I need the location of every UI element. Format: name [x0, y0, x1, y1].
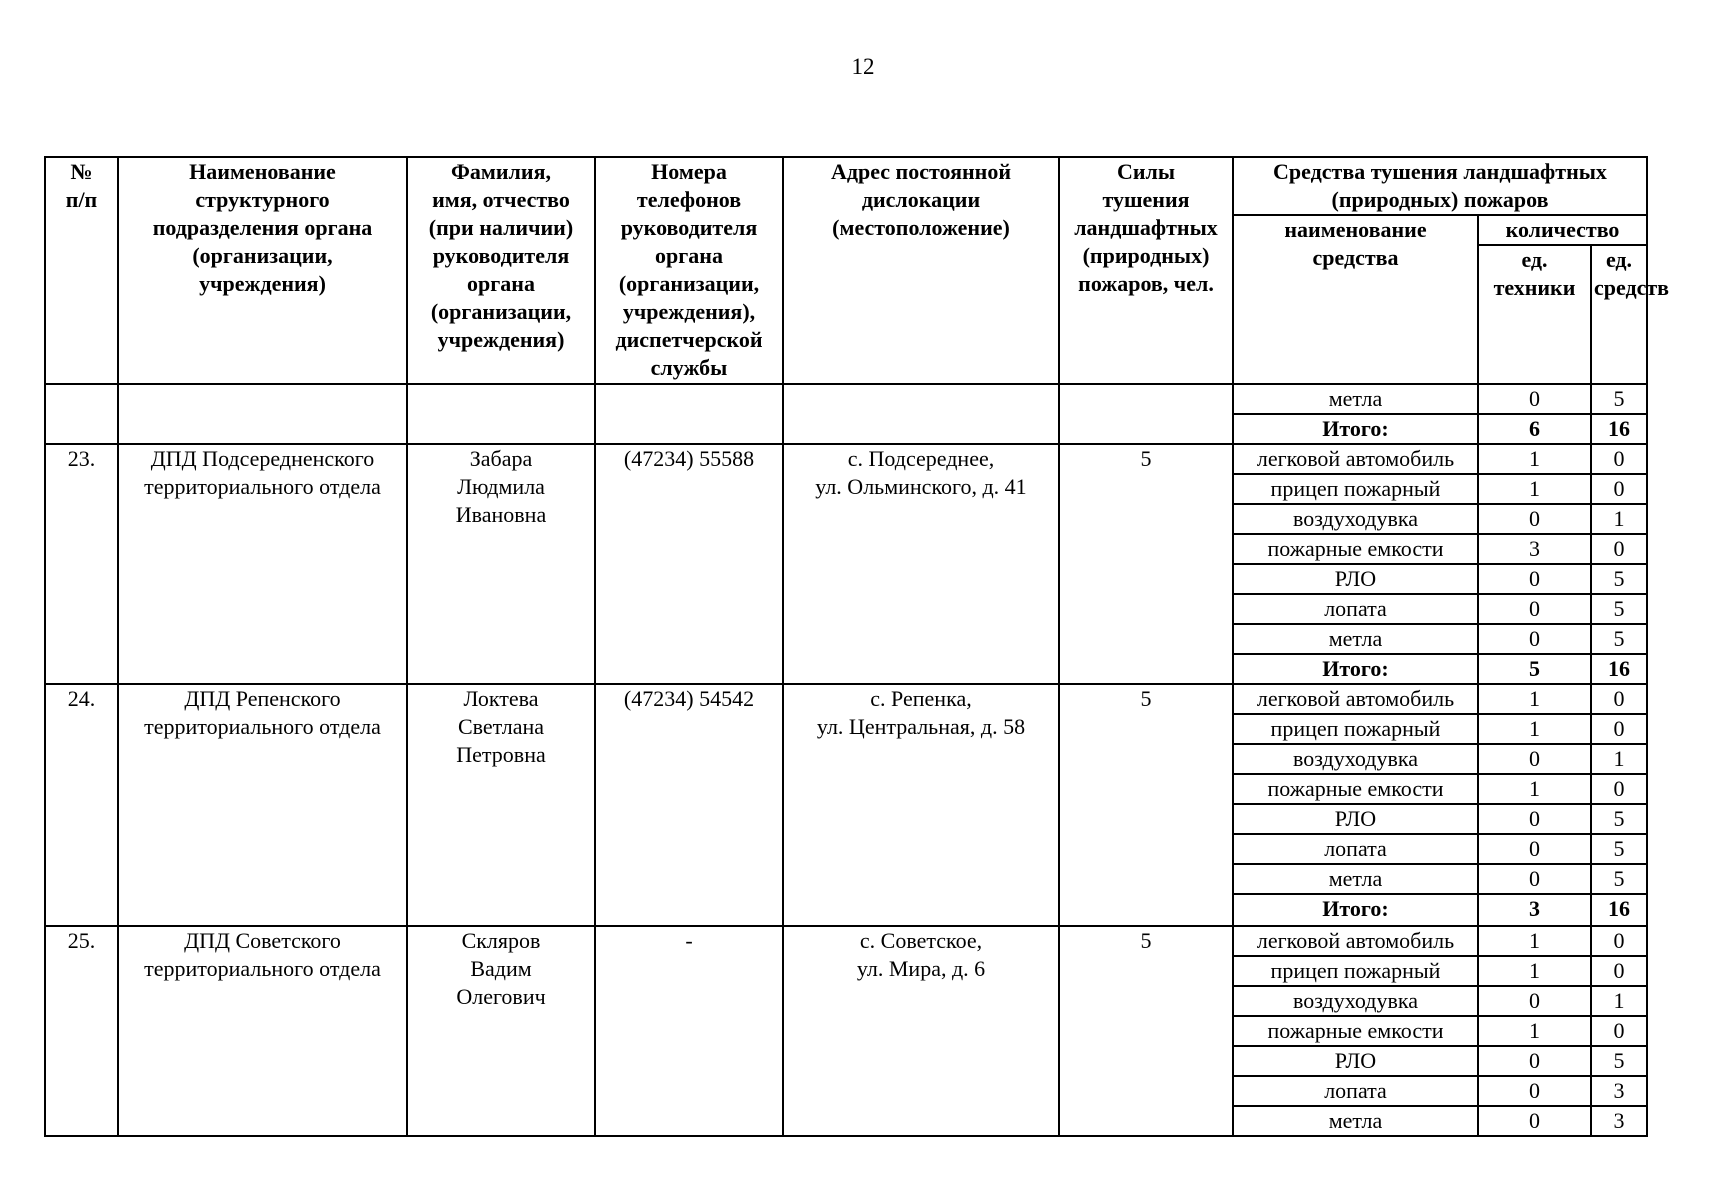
text-line: органа	[655, 243, 723, 268]
qty-tech: 0	[1478, 564, 1591, 594]
total-label: Итого:	[1233, 894, 1478, 926]
total-label: Итого:	[1233, 414, 1478, 444]
total-tech: 6	[1478, 414, 1591, 444]
means-name: прицеп пожарный	[1233, 714, 1478, 744]
text-line: Петровна	[456, 742, 546, 767]
text-line: службы	[650, 355, 728, 380]
text-line: структурного	[195, 187, 330, 212]
text-line: Средства тушения ландшафтных	[1273, 159, 1607, 184]
means-name: легковой автомобиль	[1233, 684, 1478, 714]
qty-tech: 1	[1478, 444, 1591, 474]
text-line: с. Подсереднее,	[847, 446, 995, 471]
text-line: (природных) пожаров	[1331, 187, 1549, 212]
row-number: 25.	[45, 926, 118, 1136]
phone-number: -	[595, 926, 783, 1136]
qty-means: 0	[1591, 956, 1647, 986]
qty-means: 0	[1591, 774, 1647, 804]
qty-means: 5	[1591, 594, 1647, 624]
text-line: ДПД Подсередненского	[150, 446, 375, 471]
text-line: диспетчерской	[615, 327, 763, 352]
header-means-name	[1233, 215, 1478, 384]
qty-means: 1	[1591, 744, 1647, 774]
qty-means: 0	[1591, 474, 1647, 504]
phone-number: (47234) 54542	[595, 684, 783, 926]
means-name: воздуходувка	[1233, 744, 1478, 774]
phone-number: (47234) 55588	[595, 444, 783, 684]
qty-tech: 1	[1478, 774, 1591, 804]
qty-means: 5	[1591, 864, 1647, 894]
empty-cell	[45, 384, 118, 444]
qty-means: 3	[1591, 1076, 1647, 1106]
text-line: (местоположение)	[832, 215, 1010, 240]
row-number: 23.	[45, 444, 118, 684]
qty-means: 5	[1591, 624, 1647, 654]
empty-cell	[118, 384, 407, 444]
means-name: легковой автомобиль	[1233, 926, 1478, 956]
table-body	[45, 384, 1647, 1136]
qty-tech: 0	[1478, 834, 1591, 864]
means-name: воздуходувка	[1233, 504, 1478, 534]
text-line: Номера	[651, 159, 727, 184]
empty-cell	[1059, 384, 1233, 444]
text-line: учреждения)	[199, 271, 326, 296]
text-line: ул. Центральная, д. 58	[816, 714, 1026, 739]
means-name: прицеп пожарный	[1233, 956, 1478, 986]
address	[783, 684, 1059, 926]
qty-means: 0	[1591, 684, 1647, 714]
text-line: Забара	[469, 446, 533, 471]
text-line: техники	[1493, 275, 1576, 300]
text-line: подразделения органа	[152, 215, 373, 240]
total-means: 16	[1591, 894, 1647, 926]
text-line: учреждения)	[437, 327, 565, 352]
text-line: ДПД Репенского	[184, 686, 341, 711]
text-line: №	[70, 159, 93, 184]
text-line: Адрес постоянной	[830, 159, 1012, 184]
total-label: Итого:	[1233, 654, 1478, 684]
qty-tech: 0	[1478, 1106, 1591, 1136]
head-name	[407, 926, 595, 1136]
table-row	[45, 926, 1647, 956]
empty-cell	[783, 384, 1059, 444]
means-name: воздуходувка	[1233, 986, 1478, 1016]
qty-means: 3	[1591, 1106, 1647, 1136]
qty-tech: 0	[1478, 1046, 1591, 1076]
means-name: лопата	[1233, 834, 1478, 864]
qty-means: 5	[1591, 804, 1647, 834]
text-line: территориального отдела	[144, 714, 381, 739]
unit-name	[118, 926, 407, 1136]
text-line: п/п	[65, 187, 98, 212]
qty-tech: 0	[1478, 384, 1591, 414]
qty-means: 0	[1591, 534, 1647, 564]
total-tech: 3	[1478, 894, 1591, 926]
means-name: РЛО	[1233, 1046, 1478, 1076]
table-row	[45, 684, 1647, 714]
empty-cell	[407, 384, 595, 444]
text-line: ул. Ольминского, д. 41	[815, 474, 1027, 499]
text-line: с. Советское,	[859, 928, 983, 953]
total-tech: 5	[1478, 654, 1591, 684]
fire-resources-table	[44, 156, 1670, 1137]
row-number: 24.	[45, 684, 118, 926]
means-name: метла	[1233, 384, 1478, 414]
text-line: руководителя	[620, 215, 758, 240]
qty-tech: 0	[1478, 986, 1591, 1016]
qty-means: 5	[1591, 1046, 1647, 1076]
header-qty-tech	[1478, 245, 1591, 384]
means-name: метла	[1233, 864, 1478, 894]
text-line: (организации,	[430, 299, 572, 324]
text-line: Силы	[1116, 159, 1176, 184]
text-line: Светлана	[457, 714, 545, 739]
text-line: Олегович	[456, 984, 546, 1009]
qty-tech: 1	[1478, 474, 1591, 504]
text-line: ДПД Советского	[184, 928, 341, 953]
qty-tech: 0	[1478, 624, 1591, 654]
header-head	[407, 157, 595, 384]
text-line: ед.	[1605, 247, 1633, 272]
header-address	[783, 157, 1059, 384]
table-row	[45, 444, 1647, 474]
text-line: ед.	[1521, 247, 1548, 272]
qty-tech: 1	[1478, 714, 1591, 744]
total-means: 16	[1591, 414, 1647, 444]
empty-cell	[595, 384, 783, 444]
table-header	[45, 157, 1670, 384]
means-name: пожарные емкости	[1233, 1016, 1478, 1046]
text-line: Людмила	[457, 474, 545, 499]
forces-count: 5	[1059, 926, 1233, 1136]
text-line: Скляров	[461, 928, 541, 953]
qty-tech: 0	[1478, 1076, 1591, 1106]
total-means: 16	[1591, 654, 1647, 684]
qty-means: 5	[1591, 834, 1647, 864]
qty-tech: 0	[1478, 594, 1591, 624]
text-line: телефонов	[636, 187, 742, 212]
qty-means: 0	[1591, 1016, 1647, 1046]
qty-tech: 1	[1478, 926, 1591, 956]
text-line: Фамилия,	[451, 159, 551, 184]
forces-count: 5	[1059, 444, 1233, 684]
qty-means: 0	[1591, 444, 1647, 474]
qty-tech: 0	[1478, 864, 1591, 894]
text-line: ул. Мира, д. 6	[856, 956, 986, 981]
header-phones	[595, 157, 783, 384]
qty-means: 5	[1591, 564, 1647, 594]
text-line: Вадим	[470, 956, 532, 981]
header-quantity: количество	[1478, 215, 1647, 245]
text-line: (при наличии)	[428, 215, 574, 240]
table-row	[45, 384, 1647, 414]
qty-tech: 0	[1478, 744, 1591, 774]
header-means	[1233, 157, 1647, 215]
qty-means: 0	[1591, 714, 1647, 744]
means-name: лопата	[1233, 1076, 1478, 1106]
page-number: 12	[851, 54, 875, 79]
means-name: пожарные емкости	[1233, 774, 1478, 804]
text-line: органа	[467, 271, 535, 296]
unit-name	[118, 684, 407, 926]
text-line: дислокации	[861, 187, 981, 212]
text-line: ландшафтных	[1074, 215, 1218, 240]
qty-means: 1	[1591, 986, 1647, 1016]
means-name: метла	[1233, 1106, 1478, 1136]
qty-means: 1	[1591, 504, 1647, 534]
forces-count: 5	[1059, 684, 1233, 926]
means-name: пожарные емкости	[1233, 534, 1478, 564]
qty-tech: 1	[1478, 1016, 1591, 1046]
qty-tech: 0	[1478, 804, 1591, 834]
address	[783, 926, 1059, 1136]
qty-tech: 3	[1478, 534, 1591, 564]
text-line: территориального отдела	[144, 474, 381, 499]
text-line: средств	[1594, 275, 1670, 300]
text-line: тушения	[1102, 187, 1190, 212]
header-unit	[118, 157, 407, 384]
qty-means: 0	[1591, 926, 1647, 956]
header-qty-means	[1591, 245, 1670, 384]
header-num	[45, 157, 118, 384]
means-name: легковой автомобиль	[1233, 444, 1478, 474]
text-line: пожаров, чел.	[1078, 271, 1214, 296]
qty-means: 5	[1591, 384, 1647, 414]
qty-tech: 0	[1478, 504, 1591, 534]
means-name: метла	[1233, 624, 1478, 654]
means-name: РЛО	[1233, 564, 1478, 594]
qty-tech: 1	[1478, 684, 1591, 714]
qty-tech: 1	[1478, 956, 1591, 986]
text-line: Локтева	[463, 686, 539, 711]
head-name	[407, 684, 595, 926]
means-name: прицеп пожарный	[1233, 474, 1478, 504]
text-line: средства	[1312, 245, 1399, 270]
text-line: (организации,	[192, 243, 333, 268]
text-line: с. Репенка,	[870, 686, 972, 711]
text-line: (природных)	[1082, 243, 1210, 268]
unit-name	[118, 444, 407, 684]
text-line: (организации,	[618, 271, 760, 296]
text-line: имя, отчество	[432, 187, 570, 212]
text-line: руководителя	[432, 243, 570, 268]
means-name: РЛО	[1233, 804, 1478, 834]
text-line: Наименование	[189, 159, 336, 184]
text-line: территориального отдела	[144, 956, 381, 981]
text-line: Ивановна	[455, 502, 547, 527]
means-name: лопата	[1233, 594, 1478, 624]
address	[783, 444, 1059, 684]
text-line: наименование	[1284, 217, 1427, 242]
header-forces	[1059, 157, 1233, 384]
text-line: учреждения),	[622, 299, 756, 324]
head-name	[407, 444, 595, 684]
